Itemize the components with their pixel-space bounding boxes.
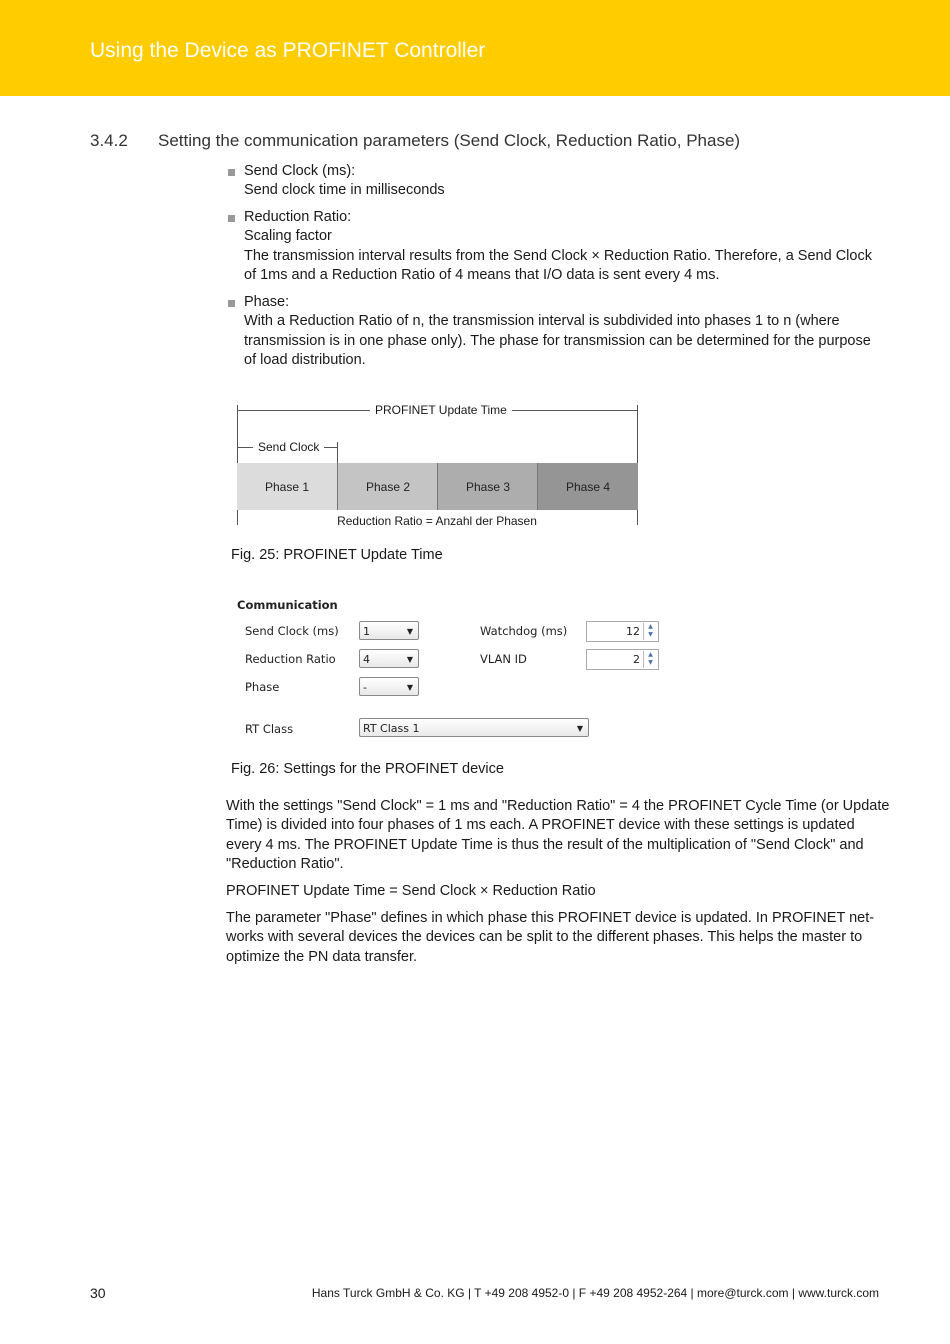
communication-heading: Communication [237, 598, 338, 612]
header-bar [0, 0, 950, 96]
fig25-caption: Fig. 25: PROFINET Update Time [231, 547, 443, 563]
phase-label: Phase [245, 680, 280, 694]
chevron-down-icon: ▼ [576, 724, 583, 733]
chevron-down-icon: ▼ [406, 683, 413, 692]
section-number: 3.4.2 [90, 131, 128, 150]
watchdog-spinner[interactable]: 12 ▲ ▼ [586, 621, 659, 642]
body-paragraph-2: The parameter "Phase" defines in which phase this PROFINET device is updated. In PROFINET net- works with several devices the devices can be split to the different phases. This helps the master to optimize the PN data transfer. [226, 910, 875, 965]
reduction-ratio-select[interactable]: 4 ▼ [359, 649, 419, 668]
update-time-label: PROFINET Update Time [370, 403, 512, 417]
rt-class-label: RT Class [245, 722, 294, 736]
rt-class-select[interactable]: RT Class 1 ▼ [359, 718, 589, 737]
phase-1: Phase 1 [237, 463, 337, 510]
phase-2: Phase 2 [337, 463, 438, 510]
spinner-arrows-icon: ▲ ▼ [643, 651, 657, 668]
send-clock-select[interactable]: 1 ▼ [359, 621, 419, 640]
communication-settings [230, 595, 670, 745]
send-clock-label: Send Clock (ms) [245, 624, 339, 638]
watchdog-label: Watchdog (ms) [480, 624, 568, 638]
send-clock-label: Send Clock [253, 440, 324, 454]
bullet-send-clock: Send Clock (ms): Send clock time in milliseconds [244, 163, 445, 199]
header-title: Using the Device as PROFINET Controller [90, 39, 486, 62]
section-title: Setting the communication parameters (Send Clock, Reduction Ratio, Phase) [158, 131, 741, 150]
bullet-icon [228, 215, 235, 222]
bullet-icon [228, 300, 235, 307]
phase-select[interactable]: - ▼ [359, 677, 419, 696]
reduction-ratio-label: Reduction Ratio [245, 652, 336, 666]
chevron-down-icon: ▼ [406, 627, 413, 636]
update-time-diagram [237, 400, 639, 528]
phase-3: Phase 3 [437, 463, 538, 510]
bullet-icon [228, 169, 235, 176]
formula: PROFINET Update Time = Send Clock × Reduction Ratio [226, 883, 596, 899]
footer-contact: Hans Turck GmbH & Co. KG | T +49 208 4952-0 | F +49 208 4952-264 | more@turck.com | www.turck.com [311, 1286, 879, 1300]
body-paragraph-1: With the settings "Send Clock" = 1 ms and "Reduction Ratio" = 4 the PROFINET Cycle Time (or Update Time) is divided into four phases of 1 ms each. A PROFINET device with these settings is updated every 4 ms. The PROFINET Update Time is thus the result of the multiplication of "Send Clock" and "Reduction Ratio". [226, 798, 890, 872]
phase-4: Phase 4 [537, 463, 638, 510]
vlan-id-spinner[interactable]: 2 ▲ ▼ [586, 649, 659, 670]
chevron-down-icon: ▼ [406, 655, 413, 664]
bullet-phase: Phase: With a Reduction Ratio of n, the transmission interval is subdivided into phases 1 to n (where transmission is in one phase only). The phase for transmission can be determined for the purpose of load distribution. [244, 294, 871, 368]
reduction-ratio-label: Reduction Ratio = Anzahl der Phasen [337, 514, 537, 528]
spinner-arrows-icon: ▲ ▼ [643, 623, 657, 640]
bullet-reduction-ratio: Reduction Ratio: Scaling factor The transmission interval results from the Send Clock × Reduction Ratio. Therefore, a Send Clock of 1ms and a Reduction Ratio of 4 means that I/O data is sent every 4 ms. [244, 209, 872, 283]
vlan-id-label: VLAN ID [480, 652, 527, 666]
fig26-caption: Fig. 26: Settings for the PROFINET device [231, 761, 504, 777]
page-number: 30 [90, 1285, 106, 1301]
